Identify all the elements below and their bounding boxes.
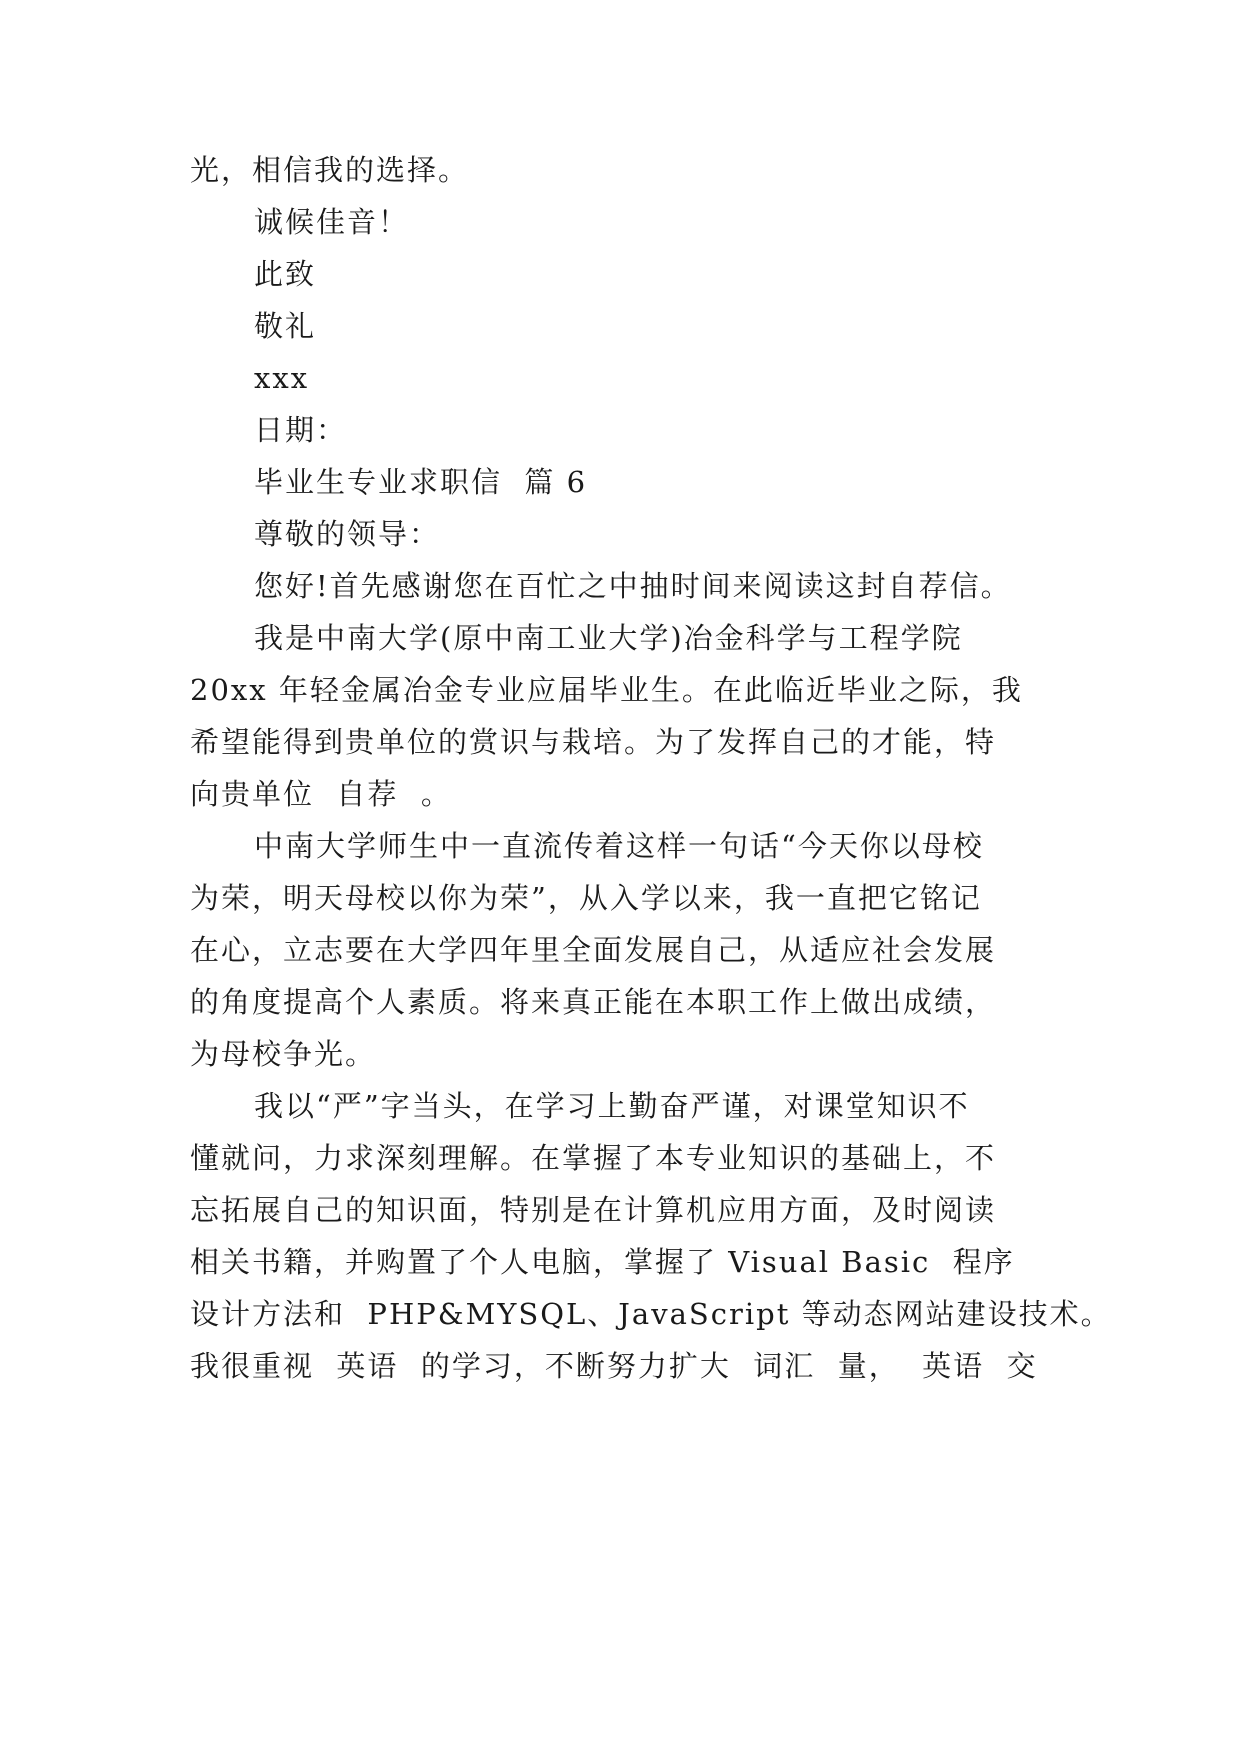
text-line: 此致 [254,257,317,291]
text-line: 希望能得到贵单位的赏识与栽培。为了发挥自己的才能，特 [190,725,997,759]
text-line: 相关书籍，并购置了个人电脑，掌握了 Visual Basic 程序 [190,1245,1015,1279]
text-line: 为荣，明天母校以你为荣”，从入学以来，我一直把它铭记 [190,881,982,915]
text-line: xxx [254,361,310,395]
text-line: 中南大学师生中一直流传着这样一句话“今天你以母校 [254,829,984,863]
text-line: 我很重视 英语 的学习，不断努力扩大 词汇 量， 英语 交 [190,1349,1038,1383]
text-line: 忘拓展自己的知识面，特别是在计算机应用方面，及时阅读 [190,1193,997,1227]
text-line: 设计方法和 PHP&MYSQL、JavaScript 等动态网站建设技术。 [190,1297,1112,1331]
salutation: 尊敬的领导： [254,517,441,551]
text-line: 我以“严”字当头，在学习上勤奋严谨，对课堂知识不 [254,1089,970,1123]
text-line: 向贵单位 自荐 。 [190,777,452,811]
text-line: 日期： [254,413,348,447]
text-line: 光，相信我的选择。 [190,153,470,187]
text-line: 为母校争光。 [190,1037,377,1071]
text-line: 敬礼 [254,309,317,343]
text-line: 诚候佳音！ [254,205,410,239]
text-line: 20xx 年轻金属冶金专业应届毕业生。在此临近毕业之际，我 [190,673,1023,707]
text-line: 您好!首先感谢您在百忙之中抽时间来阅读这封自荐信。 [254,569,1012,603]
text-line: 的角度提高个人素质。将来真正能在本职工作上做出成绩， [190,985,997,1019]
section-heading: 毕业生专业求职信 篇 6 [254,465,588,499]
text-line: 我是中南大学(原中南工业大学)冶金科学与工程学院 [254,621,963,655]
text-line: 懂就问，力求深刻理解。在掌握了本专业知识的基础上，不 [190,1141,997,1175]
text-line: 在心，立志要在大学四年里全面发展自己，从适应社会发展 [190,933,997,967]
